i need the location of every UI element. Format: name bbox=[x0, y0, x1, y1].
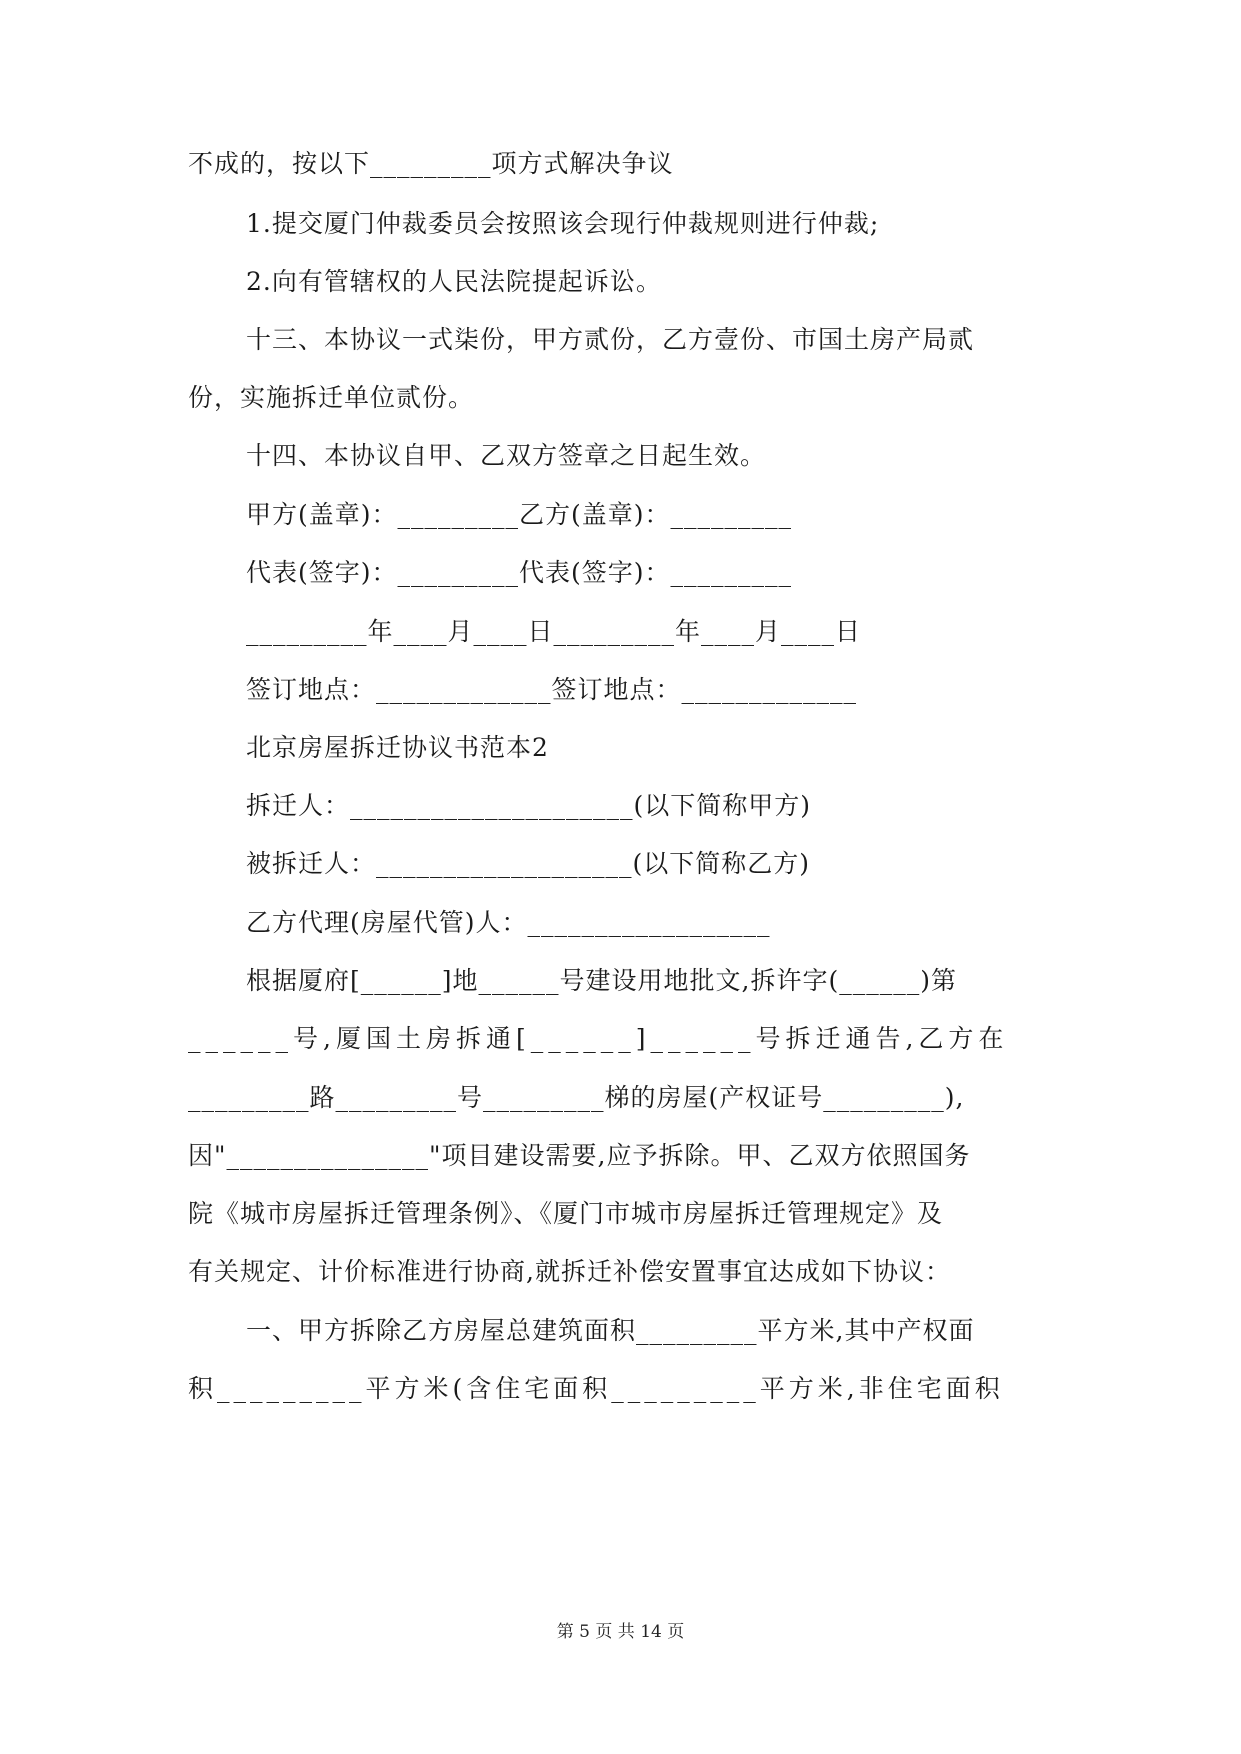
text-line: 一、甲方拆除乙方房屋总建筑面积_________平方米,其中产权面 bbox=[246, 1316, 975, 1345]
text-line: _________路_________号_________梯的房屋(产权证号_________), bbox=[188, 1083, 965, 1112]
text-line: 积_________平方米(含住宅面积_________平方米,非住宅面积 bbox=[188, 1374, 1004, 1403]
text-line: 因"_______________"项目建设需要,应予拆除。甲、乙双方依照国务 bbox=[188, 1141, 971, 1170]
text-line: 十三、本协议一式柒份，甲方贰份，乙方壹份、市国土房产局贰 bbox=[246, 325, 975, 354]
text-line: _________年____月____日_________年____月____日 bbox=[246, 617, 862, 646]
text-line: 甲方(盖章)：_________乙方(盖章)：_________ bbox=[246, 500, 793, 529]
text-line: ______号,厦国土房拆通[______]______号拆迁通告,乙方在 bbox=[188, 1024, 1009, 1053]
text-line: 院《城市房屋拆迁管理条例》、《厦门市城市房屋拆迁管理规定》及 bbox=[188, 1199, 944, 1228]
text-line: 1.提交厦门仲裁委员会按照该会现行仲裁规则进行仲裁; bbox=[246, 209, 880, 238]
text-line: 拆迁人：_____________________(以下简称甲方) bbox=[246, 791, 812, 820]
text-line: 签订地点：_____________签订地点：_____________ bbox=[246, 675, 858, 704]
text-line: 根据厦府[______]地______号建设用地批文,拆许字(______)第 bbox=[246, 966, 957, 995]
text-line: 代表(签字)：_________代表(签字)：_________ bbox=[246, 558, 793, 587]
text-line: 有关规定、计价标准进行协商,就拆迁补偿安置事宜达成如下协议： bbox=[188, 1257, 951, 1286]
text-line: 份，实施拆迁单位贰份。 bbox=[188, 383, 475, 412]
text-line: 不成的，按以下_________项方式解决争议 bbox=[188, 149, 674, 178]
section-heading: 北京房屋拆迁协议书范本2 bbox=[246, 733, 549, 762]
text-line: 十四、本协议自甲、乙双方签章之日起生效。 bbox=[246, 441, 767, 470]
text-line: 乙方代理(房屋代管)人：__________________ bbox=[246, 908, 771, 937]
text-line: 被拆迁人：___________________(以下简称乙方) bbox=[246, 849, 811, 878]
text-line: 2.向有管辖权的人民法院提起诉讼。 bbox=[246, 267, 662, 296]
page-footer: 第 5 页 共 14 页 bbox=[556, 1622, 685, 1642]
